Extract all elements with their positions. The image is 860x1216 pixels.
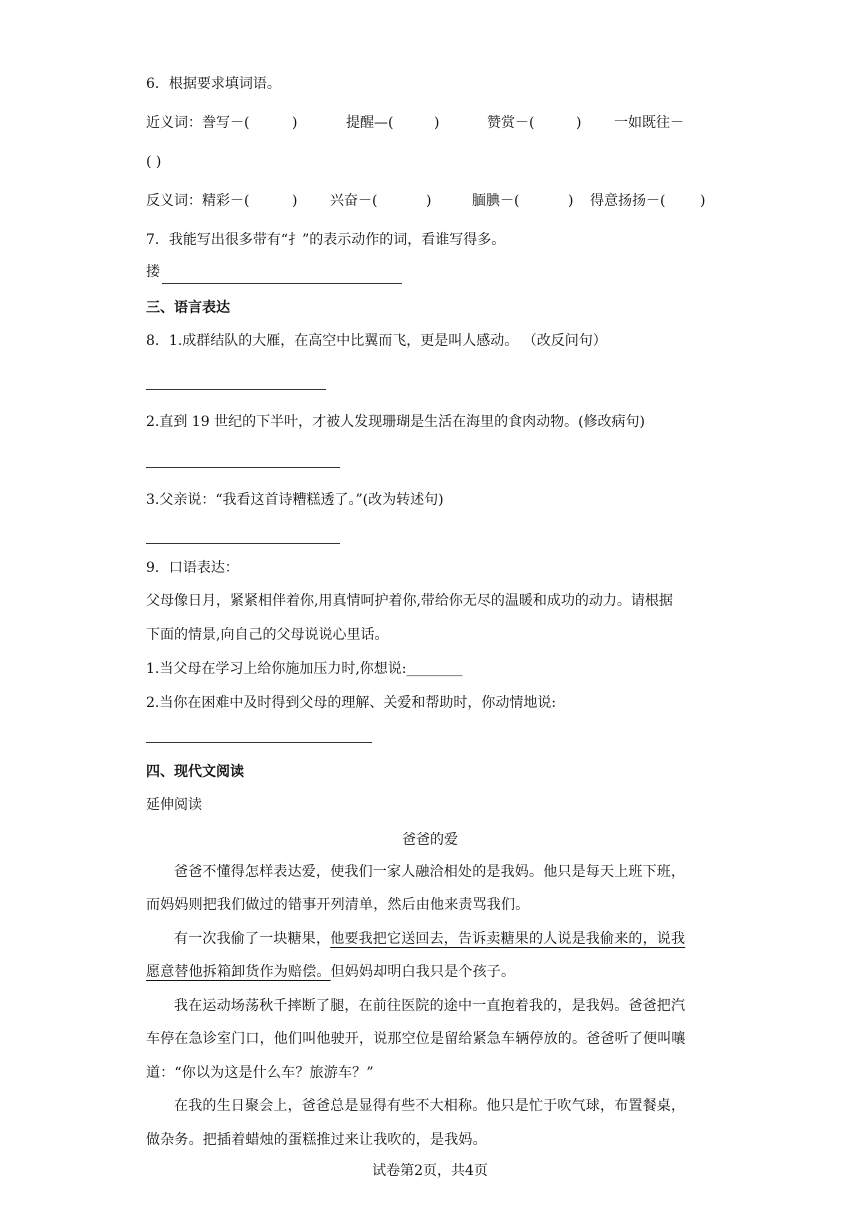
antonym-4: 得意扬扬－( bbox=[590, 193, 666, 209]
antonym-label: 反义词：精彩－( bbox=[146, 193, 250, 209]
q7-start-word: 搂 bbox=[146, 264, 160, 280]
antonym-3: 腼腆－( bbox=[472, 193, 520, 209]
reading-p3-line1: 我在运动场荡秋千摔断了腿，在前往医院的途中一直抱着我的，是我妈。爸爸把汽 bbox=[174, 998, 686, 1014]
reading-p4-line2: 做杂务。把插着蜡烛的蛋糕推过来让我吹的，是我妈。 bbox=[146, 1132, 487, 1148]
q8-item2-answer-line[interactable] bbox=[146, 466, 340, 468]
reading-p2-line1: 有一次我偷了一块糖果，他要我把它送回去，告诉卖糖果的人说是我偷来的，说我 bbox=[174, 931, 686, 947]
antonym-2: 兴奋－( bbox=[330, 193, 378, 209]
reading-p1-line2: 而妈妈则把我们做过的错事开列清单，然后由他来责骂我们。 bbox=[146, 897, 530, 913]
page-footer: 试卷第2页，共4页 bbox=[372, 1163, 488, 1179]
reading-label: 延伸阅读 bbox=[146, 797, 202, 813]
q9-item2-answer-line[interactable] bbox=[146, 741, 372, 743]
synonym-4-paren: ( ) bbox=[146, 154, 162, 170]
synonym-2: 提醒—( bbox=[346, 115, 394, 131]
synonym-3: 赞赏－( bbox=[487, 115, 535, 131]
reading-p1-line1: 爸爸不懂得怎样表达爱，使我们一家人融洽相处的是我妈。他只是每天上班下班， bbox=[174, 864, 686, 880]
q9-title: 9．口语表达： bbox=[146, 560, 239, 576]
q8-item3: 3.父亲说：“我看这首诗糟糕透了。”(改为转述句) bbox=[146, 492, 444, 508]
reading-p3-line3: 道：“你以为这是什么车？旅游车？” bbox=[146, 1065, 374, 1081]
underlined-sentence-part1: 他要我把它送回去，告诉卖糖果的人说是我偷来的，说我 bbox=[330, 931, 686, 947]
q8-item1: 8．1.成群结队的大雁，在高空中比翼而飞，更是叫人感动。 （改反问句） bbox=[146, 333, 607, 349]
reading-p2-line2: 愿意替他拆箱卸货作为赔偿。但妈妈却明白我只是个孩子。 bbox=[146, 964, 516, 980]
section-3-heading: 三、语言表达 bbox=[146, 300, 230, 316]
q7-title: 7．我能写出很多带有“扌”的表示动作的词，看谁写得多。 bbox=[146, 232, 506, 248]
reading-title: 爸爸的爱 bbox=[402, 832, 458, 848]
q8-item2: 2.直到 19 世纪的下半叶，才被人发现珊瑚是生活在海里的食肉动物。(修改病句) bbox=[146, 414, 645, 430]
q9-paragraph-line1: 父母像日月，紧紧相伴着你,用真情呵护着你,带给你无尽的温暖和成功的动力。请根据 bbox=[146, 593, 673, 609]
reading-p4-line1: 在我的生日聚会上，爸爸总是显得有些不大相称。他只是忙于吹气球，布置餐桌， bbox=[174, 1098, 686, 1114]
synonym-4: 一如既往－ bbox=[614, 115, 684, 131]
q6-title: 6．根据要求填词语。 bbox=[146, 76, 281, 92]
q9-item2: 2.当你在困难中及时得到父母的理解、关爱和帮助时，你动情地说: bbox=[146, 695, 557, 711]
q8-item1-answer-line[interactable] bbox=[146, 388, 326, 390]
q9-item1: 1.当父母在学习上给你施加压力时,你想说:________ bbox=[146, 661, 463, 677]
section-4-heading: 四、现代文阅读 bbox=[146, 764, 244, 780]
q9-paragraph-line2: 下面的情景,向自己的父母说说心里话。 bbox=[146, 627, 389, 643]
reading-p3-line2: 车停在急诊室门口，他们叫他驶开，说那空位是留给紧急车辆停放的。爸爸听了便叫嚷 bbox=[146, 1031, 686, 1047]
q8-item3-answer-line[interactable] bbox=[146, 542, 340, 544]
underlined-sentence-part2: 愿意替他拆箱卸货作为赔偿。 bbox=[146, 964, 331, 980]
synonym-label: 近义词：誊写－( bbox=[146, 115, 250, 131]
q7-answer-line[interactable] bbox=[162, 282, 402, 284]
